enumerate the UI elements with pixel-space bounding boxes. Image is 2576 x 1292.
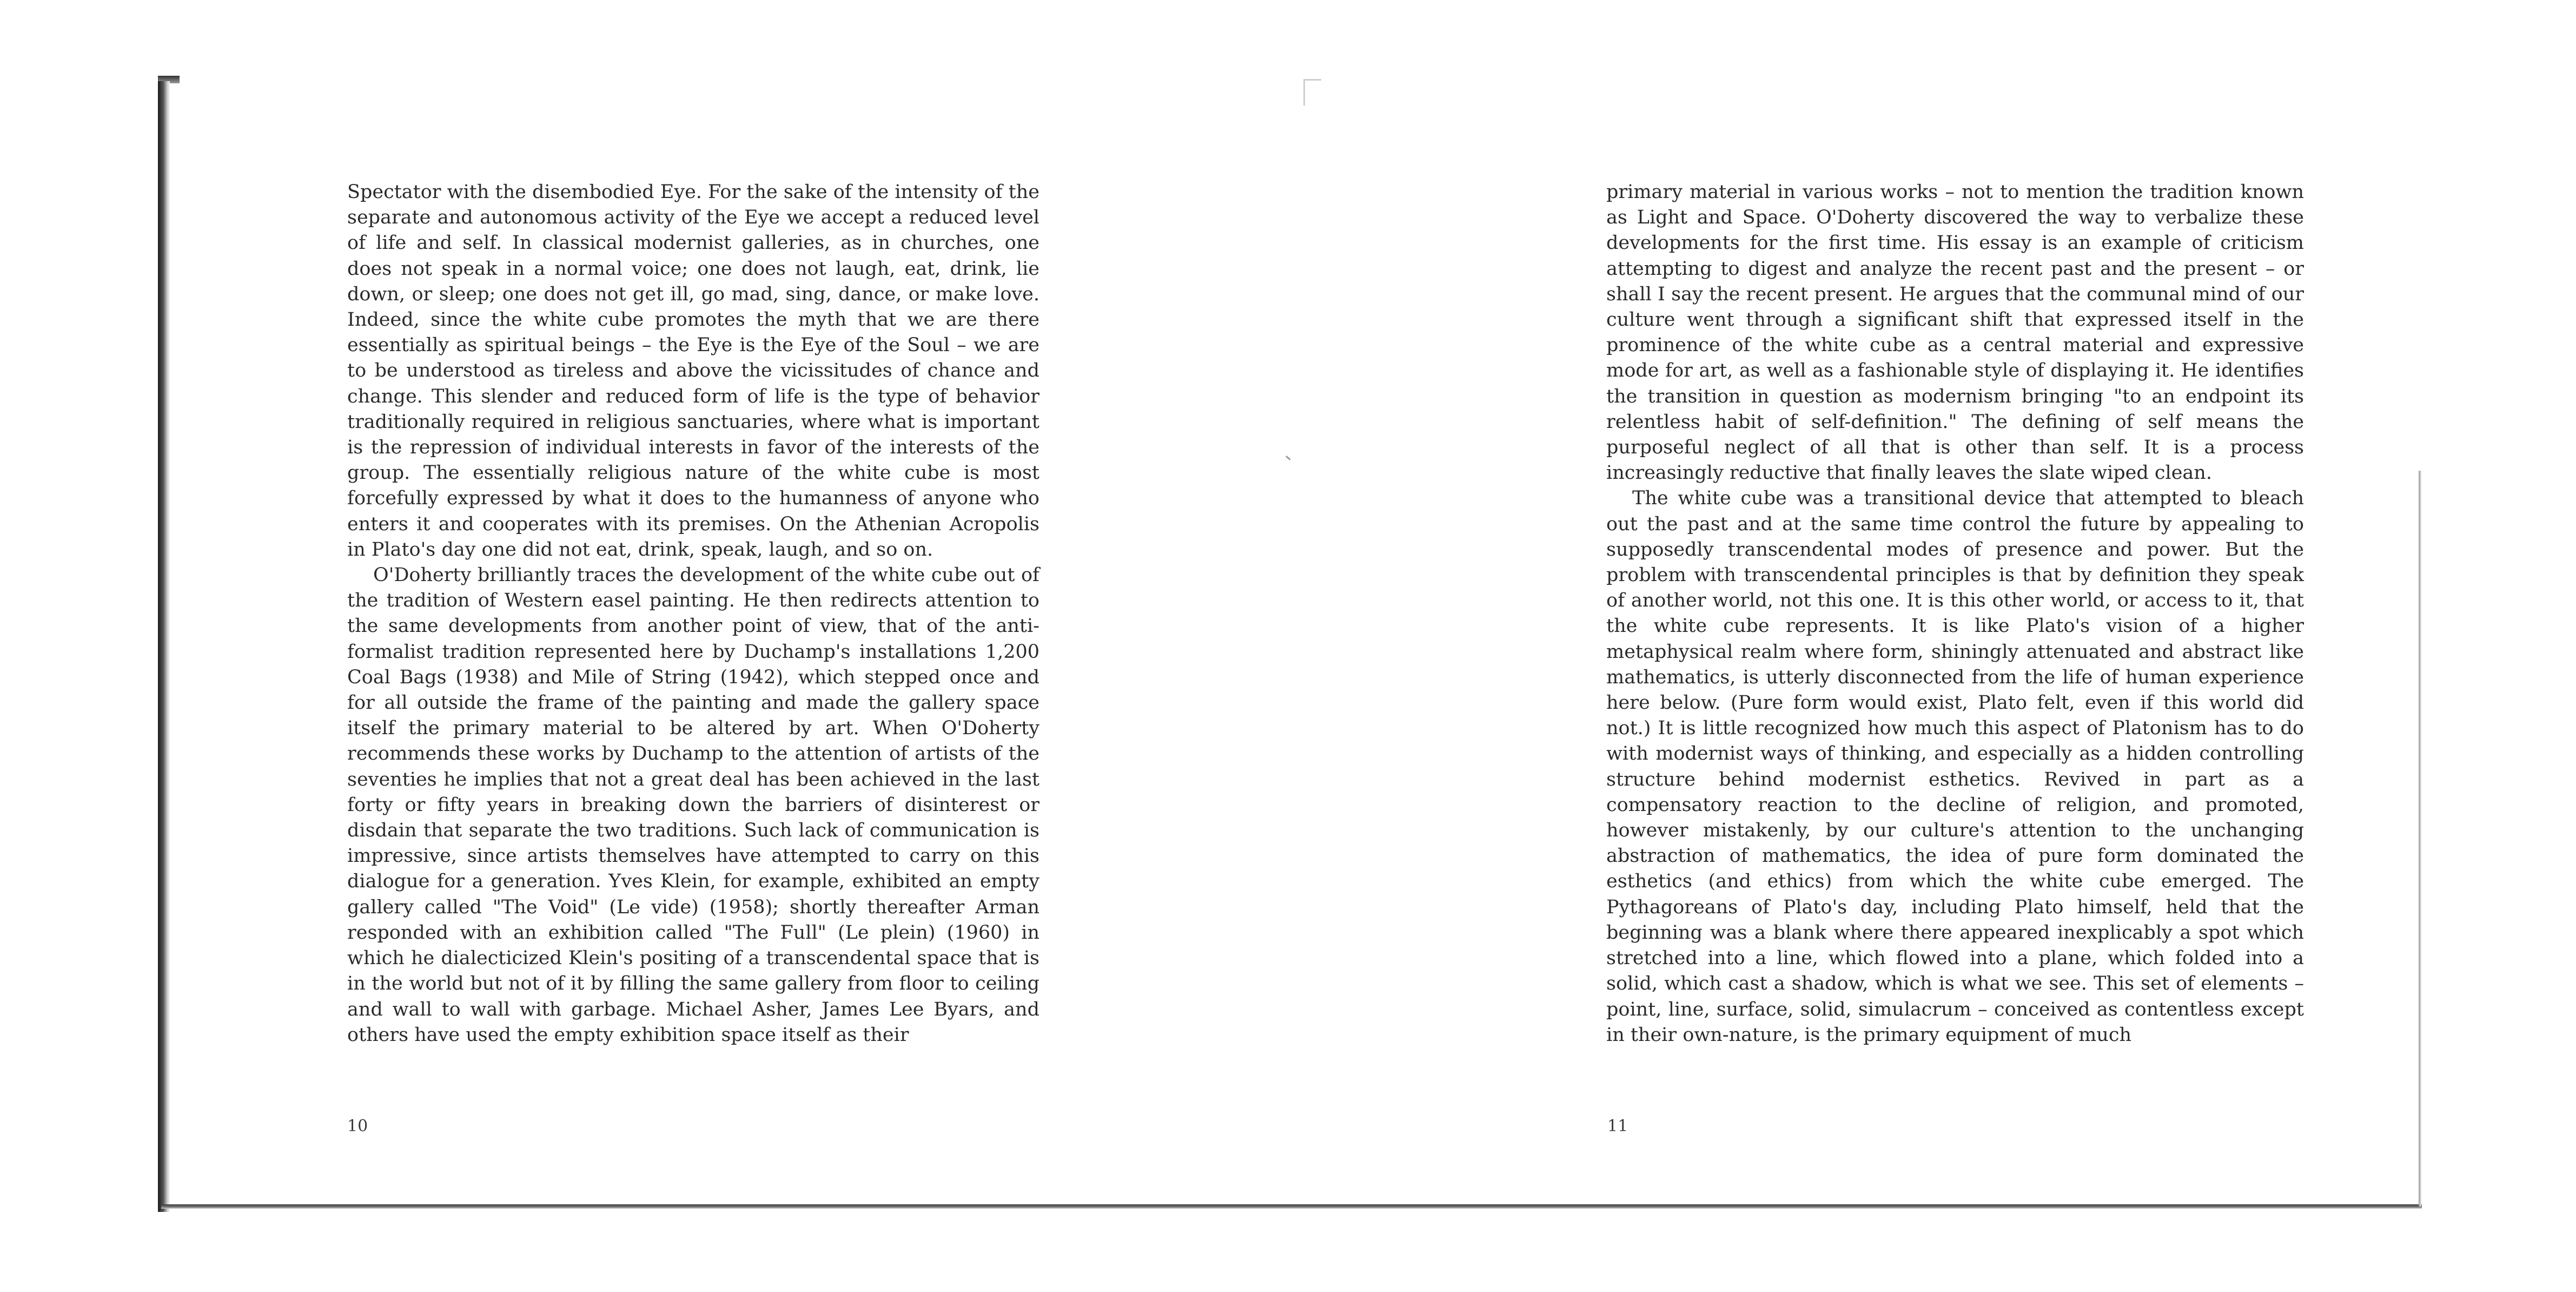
right-paragraph-1: primary material in various works – not to mention the tradition known as Light and Space. O'Doherty discovered the way to verbalize these developments for the first time. His essay is an example of criticism attempting to digest and analyze the recent past and the present – or shall I say the recent present. He argues that the communal mind of our culture went through a significant shift that expressed itself in the prominence of the white cube as a central material and expressive mode for art, as well as a fashionable style of displaying it. He identifies the transition in question as modernism bringing "to an endpoint its relentless habit of self-definition." The defining of self means the purposeful neglect of all that is other than self. It is a process increasingly reductive that finally leaves the slate wiped clean. xyxy=(1606,181,2304,484)
left-paragraph-1: Spectator with the disembodied Eye. For the sake of the intensity of the separate and autonomous activity of the Eye we accept a reduced level of life and self. In classical modernist galleries, as in churches, one does not speak in a normal voice; one does not laugh, eat, drink, lie down, or sleep; one does not get ill, go mad, sing, dance, or make love. Indeed, since the white cube promotes the myth that we are there essentially as spiritual beings – the Eye is the Eye of the Soul – we are to be understood as tireless and above the vicissitudes of chance and change. This slender and reduced form of life is the type of behavior traditionally required in religious sanctuaries, where what is important is the repression of individual interests in favor of the interests of the group. The essentially religious nature of the white cube is most forcefully expressed by what it does to the humanness of anyone who enters it and cooperates with its premises. On the Athenian Acropolis in Plato's day one did not eat, drink, speak, laugh, and so on. xyxy=(347,181,1039,561)
right-page-number: 11 xyxy=(1607,1117,1628,1136)
bottom-page-edge xyxy=(161,1204,2422,1209)
left-paragraph-2: O'Doherty brilliantly traces the development of the white cube out of the tradition of Western easel painting. He then redirects attention to the same developments from another point of view, that of the anti-formalist tradition represented here by Duchamp's installations 1,200 Coal Bags (1938) and Mile of String (1942), which stepped once and for all outside the frame of the painting and made the gallery space itself the primary material to be altered by art. When O'Doherty recommends these works by Duchamp to the attention of artists of the seventies he implies that not a great deal has been achieved in the last forty or fifty years in breaking down the barriers of disinterest or disdain that separate the two traditions. Such lack of communication is impressive, since artists themselves have attempted to carry on this dialogue for a generation. Yves Klein, for example, exhibited an empty gallery called "The Void" (Le vide) (1958); shortly thereafter Arman responded with an exhibition called "The Full" (Le plein) (1960) in which he dialecticized Klein's positing of a transcendental space that is in the world but not of it by filling the same gallery from floor to ceiling and wall to wall with garbage. Michael Asher, James Lee Byars, and others have used the empty exhibition space itself as their xyxy=(347,564,1039,1046)
right-page-edge xyxy=(2419,471,2421,1207)
left-spine-shadow xyxy=(158,81,170,1212)
right-page xyxy=(1606,180,2304,1048)
left-page xyxy=(347,180,1039,1048)
left-page-number: 10 xyxy=(347,1117,368,1136)
scan-speck xyxy=(1286,451,1294,460)
right-paragraph-2: The white cube was a transitional device that attempted to bleach out the past and at the same time control the future by appealing to supposedly transcendental modes of presence and power. But the problem with transcendental principles is that by definition they speak of another world, not this one. It is this other world, or access to it, that the white cube represents. It is like Plato's vision of a higher metaphysical realm where form, shiningly attenuated and abstract like mathematics, is utterly disconnected from the life of human experience here below. (Pure form would exist, Plato felt, even if this world did not.) It is little recognized how much this aspect of Platonism has to do with modernist ways of thinking, and especially as a hidden controlling structure behind modernist esthetics. Revived in part as a compensatory reaction to the decline of religion, and promoted, however mistakenly, by our culture's attention to the unchanging abstraction of mathematics, the idea of pure form dominated the esthetics (and ethics) from which the white cube emerged. The Pythagoreans of Plato's day, including Plato himself, held that the beginning was a blank where there appeared inexplicably a spot which stretched into a line, which flowed into a plane, which folded into a solid, which cast a shadow, which is what we see. This set of elements – point, line, surface, solid, simulacrum – conceived as contentless except in their own-nature, is the primary equipment of much xyxy=(1606,487,2304,1046)
gutter-crop-mark xyxy=(1303,79,1321,106)
